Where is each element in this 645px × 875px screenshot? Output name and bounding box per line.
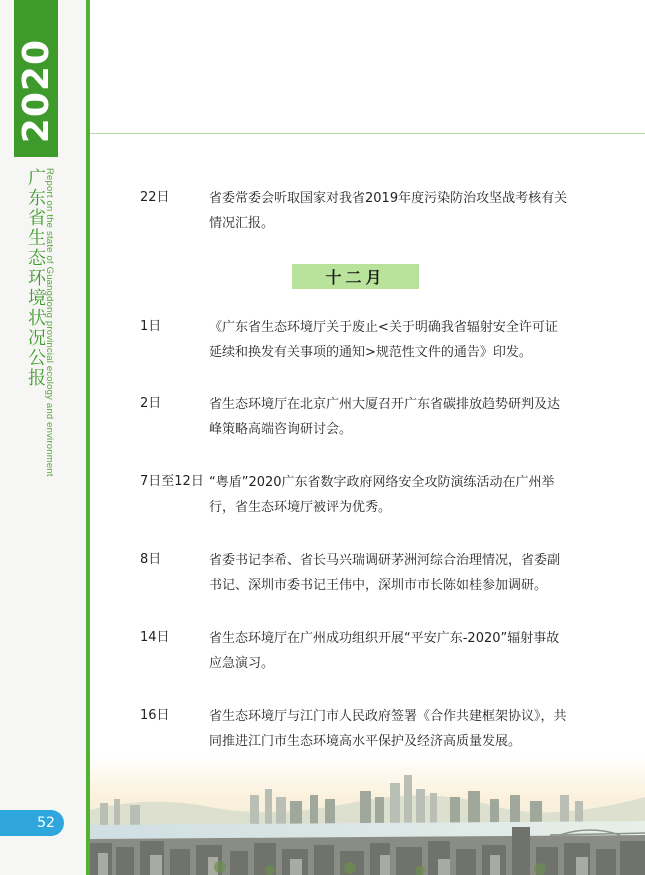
entry-text: “粤盾”2020广东省数字政府网络安全攻防演练活动在广州举行，省生态环境厅被评为优秀。 bbox=[209, 475, 555, 515]
year-label: 2020 bbox=[15, 38, 57, 143]
entry-text: 《广东省生态环境厅关于废止<关于明确我省辐射安全许可证延续和换发有关事项的通知>规范性文件的通告》印发。 bbox=[209, 320, 558, 360]
report-title-en: Report on the state of Guangdong provincial ecology and environment bbox=[44, 168, 55, 477]
month-heading: 十二月 bbox=[292, 264, 419, 289]
sidebar-divider bbox=[86, 0, 90, 875]
entry-text: 省委书记李希、省长马兴瑞调研茅洲河综合治理情况，省委副书记、深圳市委书记王伟中，深圳市市长陈如桂参加调研。 bbox=[209, 553, 561, 593]
entry-text: 省生态环境厅在北京广州大厦召开广东省碳排放趋势研判及达峰策略高端咨询研讨会。 bbox=[209, 397, 561, 437]
entry-date: 14日 bbox=[140, 630, 170, 645]
cityscape-image bbox=[90, 755, 645, 875]
cityscape-illustration bbox=[90, 755, 645, 875]
entry-date: 2日 bbox=[140, 396, 162, 411]
entry-text: 省委常委会听取国家对我省2019年度污染防治攻坚战考核有关情况汇报。 bbox=[209, 191, 568, 231]
entry-date: 1日 bbox=[140, 319, 162, 334]
entry-text: 省生态环境厅与江门市人民政府签署《合作共建框架协议》，共同推进江门市生态环境高水平保护及经济高质量发展。 bbox=[209, 709, 567, 749]
entry-date: 8日 bbox=[140, 552, 162, 567]
entry-date: 16日 bbox=[140, 708, 170, 723]
entry-date: 22日 bbox=[140, 190, 170, 205]
header-divider bbox=[90, 133, 645, 134]
year-label-wrapper bbox=[14, 0, 58, 157]
entry-date: 7日至12日 bbox=[140, 474, 204, 489]
page-number: 52 bbox=[37, 815, 55, 831]
report-title-cn: 广东省生态环境状况公报 bbox=[25, 168, 46, 388]
entry-text: 省生态环境厅在广州成功组织开展“平安广东-2020”辐射事故应急演习。 bbox=[209, 631, 560, 671]
